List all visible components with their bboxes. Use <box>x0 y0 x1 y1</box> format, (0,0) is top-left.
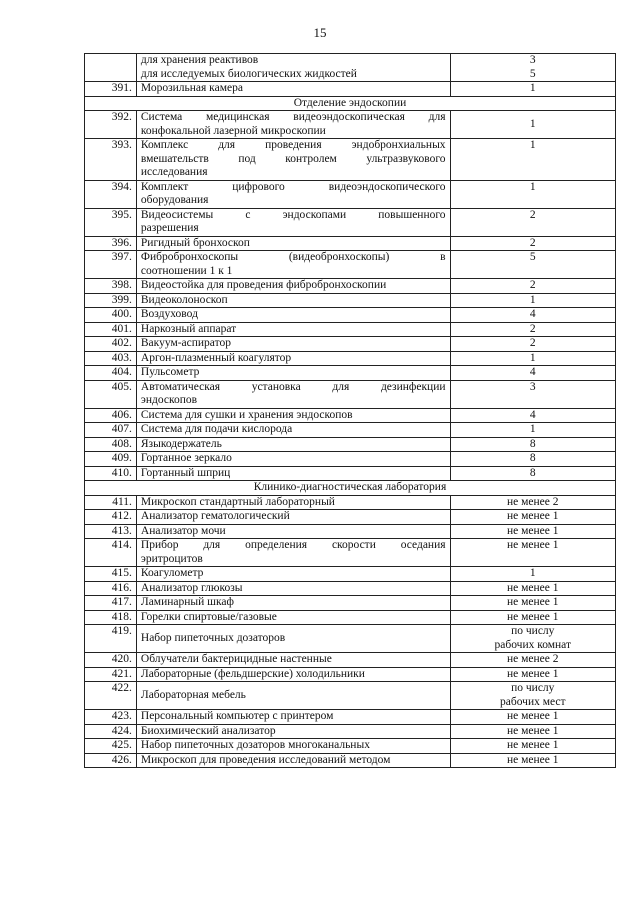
item-name-line: Фибробронхоскопы (видеобронхоскопы) в <box>140 251 446 263</box>
item-name-line: Горелки спиртовые/газовые <box>140 610 277 623</box>
item-quantity <box>450 236 615 251</box>
item-name-line: Ламинарный шкаф <box>140 596 234 608</box>
item-name <box>136 539 450 567</box>
item-quantity <box>450 667 615 682</box>
item-quantity-line: 2 <box>529 322 536 335</box>
item-name-line: Комплекс для проведения эндобронхиальных <box>140 139 446 151</box>
table-row <box>85 351 616 366</box>
table-row <box>85 380 616 408</box>
item-quantity-line: 2 <box>529 279 536 291</box>
page-number: 15 <box>313 25 327 40</box>
item-quantity <box>450 610 615 625</box>
item-name <box>136 337 450 352</box>
item-name <box>136 667 450 682</box>
item-quantity-line: 2 <box>529 208 536 221</box>
item-quantity <box>450 180 615 208</box>
item-quantity-line: рабочих комнат <box>494 638 572 651</box>
item-name-line: Микроскоп стандартный лабораторный <box>140 495 335 508</box>
item-name-line: Вакуум-аспиратор <box>140 337 231 349</box>
section-title: Клинико-диагностическая лаборатория <box>85 481 616 496</box>
item-name-line: Система для сушки и хранения эндоскопов <box>140 408 353 421</box>
item-name-line: Комплект цифрового видеоэндоскопического <box>140 180 446 193</box>
item-number: 404. <box>85 366 137 381</box>
item-name <box>136 710 450 725</box>
item-name-line: Анализатор гематологический <box>140 510 290 522</box>
item-quantity-line: 1 <box>529 423 536 435</box>
item-name <box>136 380 450 408</box>
item-number: 409. <box>85 452 137 467</box>
item-number: 407. <box>85 423 137 438</box>
item-name <box>136 596 450 611</box>
item-number: 424. <box>85 724 137 739</box>
item-name-line: Автоматическая установка для дезинфекции <box>140 380 446 393</box>
item-quantity <box>450 111 615 139</box>
item-name <box>136 236 450 251</box>
item-quantity <box>450 366 615 381</box>
item-quantity <box>450 380 615 408</box>
item-quantity <box>450 408 615 423</box>
item-name <box>136 610 450 625</box>
item-name-line: Прибор для определения скорости оседания <box>140 539 446 551</box>
item-number: 423. <box>85 710 137 725</box>
item-quantity-line: не менее 2 <box>507 653 559 665</box>
item-name <box>136 452 450 467</box>
item-name-line: исследования <box>140 166 208 178</box>
item-quantity <box>450 625 615 653</box>
table-row <box>85 710 616 725</box>
item-name <box>136 208 450 236</box>
item-quantity <box>450 682 615 710</box>
item-quantity <box>450 581 615 596</box>
item-name <box>136 366 450 381</box>
equipment-table-body <box>85 54 616 768</box>
item-quantity <box>450 293 615 308</box>
item-name-line: Система для подачи кислорода <box>140 423 293 435</box>
item-quantity <box>450 351 615 366</box>
item-name-line: эндоскопов <box>140 394 198 406</box>
table-row <box>85 322 616 337</box>
item-name <box>136 351 450 366</box>
item-quantity <box>450 437 615 452</box>
item-name-line: Пульсометр <box>140 366 200 378</box>
item-quantity-line: 2 <box>529 337 536 349</box>
table-row <box>85 366 616 381</box>
item-quantity-line: 5 <box>529 251 536 263</box>
item-name <box>136 724 450 739</box>
table-row <box>85 111 616 139</box>
item-number: 425. <box>85 739 137 754</box>
item-number: 408. <box>85 437 137 452</box>
item-name <box>136 279 450 294</box>
item-quantity <box>450 710 615 725</box>
table-row <box>85 495 616 510</box>
item-number: 410. <box>85 466 137 481</box>
item-quantity <box>450 279 615 294</box>
item-quantity-line: не менее 1 <box>507 581 559 594</box>
item-quantity <box>450 466 615 481</box>
table-row <box>85 667 616 682</box>
item-number: 398. <box>85 279 137 294</box>
item-quantity-line: 8 <box>529 466 536 479</box>
item-number: 391. <box>85 82 137 97</box>
item-quantity <box>450 452 615 467</box>
item-name-line: Гортанное зеркало <box>140 452 232 464</box>
item-quantity <box>450 139 615 181</box>
item-name <box>136 293 450 308</box>
item-quantity-line: 1 <box>529 293 536 306</box>
item-name-line: Система медицинская видеоэндоскопическая для <box>140 111 446 123</box>
item-name-line: Морозильная камера <box>140 82 243 94</box>
item-quantity <box>450 251 615 279</box>
item-name <box>136 524 450 539</box>
item-name-line: Биохимический анализатор <box>140 724 276 737</box>
item-number: 420. <box>85 653 137 668</box>
item-number <box>85 54 137 82</box>
item-quantity <box>450 337 615 352</box>
item-quantity <box>450 567 615 582</box>
table-row <box>85 437 616 452</box>
item-number: 415. <box>85 567 137 582</box>
table-row <box>85 423 616 438</box>
item-number: 421. <box>85 667 137 682</box>
item-name-line: Наркозный аппарат <box>140 322 237 335</box>
item-number: 402. <box>85 337 137 352</box>
item-name <box>136 322 450 337</box>
item-quantity <box>450 495 615 510</box>
item-name-line: Коагулометр <box>140 567 204 579</box>
item-number: 394. <box>85 180 137 208</box>
table-row <box>85 236 616 251</box>
item-name-line: Микроскоп для проведения исследований методом <box>140 753 391 766</box>
table-row <box>85 625 616 653</box>
table-row <box>85 596 616 611</box>
item-name <box>136 54 450 82</box>
item-name-line: Лабораторные (фельдшерские) холодильники <box>140 667 365 680</box>
item-number: 399. <box>85 293 137 308</box>
table-row <box>85 251 616 279</box>
item-quantity <box>450 208 615 236</box>
item-number: 395. <box>85 208 137 236</box>
item-name-line: Анализатор глюкозы <box>140 581 243 594</box>
item-name <box>136 437 450 452</box>
item-name <box>136 423 450 438</box>
item-quantity-line: 4 <box>529 408 536 421</box>
item-quantity-line: 1 <box>529 567 536 579</box>
item-number: 397. <box>85 251 137 279</box>
item-quantity-line: 1 <box>529 180 536 193</box>
item-name-line: Лабораторная мебель <box>140 688 246 701</box>
table-row <box>85 208 616 236</box>
item-name-line: Персональный компьютер с принтером <box>140 710 334 722</box>
item-quantity-line: по числу <box>511 625 555 637</box>
item-quantity-line: 1 <box>529 117 536 130</box>
table-row <box>85 524 616 539</box>
item-quantity-line: 1 <box>529 139 536 151</box>
item-name <box>136 753 450 768</box>
item-quantity <box>450 724 615 739</box>
item-quantity-line: не менее 1 <box>507 667 559 680</box>
item-quantity-line: не менее 1 <box>507 753 559 766</box>
item-name-line: Набор пипеточных дозаторов <box>140 631 286 644</box>
item-number: 416. <box>85 581 137 596</box>
item-quantity <box>450 753 615 768</box>
item-name <box>136 251 450 279</box>
section-header-row <box>85 96 616 111</box>
table-row <box>85 581 616 596</box>
item-quantity <box>450 308 615 323</box>
table-row <box>85 610 616 625</box>
item-number: 406. <box>85 408 137 423</box>
item-number: 412. <box>85 510 137 525</box>
table-row <box>85 180 616 208</box>
item-quantity-line: не менее 1 <box>507 724 559 737</box>
item-name-line: конфокальной лазерной микроскопии <box>140 124 326 137</box>
item-name <box>136 139 450 181</box>
item-name <box>136 308 450 323</box>
item-name-line: Ригидный бронхоскоп <box>140 236 250 249</box>
table-row <box>85 54 616 82</box>
item-number: 405. <box>85 380 137 408</box>
equipment-table <box>84 53 616 768</box>
item-name <box>136 739 450 754</box>
item-name <box>136 408 450 423</box>
table-row <box>85 510 616 525</box>
item-number: 417. <box>85 596 137 611</box>
item-number: 401. <box>85 322 137 337</box>
item-number: 426. <box>85 753 137 768</box>
item-name-line: соотношении 1 к 1 <box>140 264 233 277</box>
item-name-line: Видеостойка для проведения фибробронхоскопии <box>140 279 387 291</box>
item-quantity-line: рабочих мест <box>500 695 566 708</box>
item-number: 403. <box>85 351 137 366</box>
item-quantity-line: 8 <box>529 452 536 464</box>
item-quantity-line: 2 <box>529 236 536 249</box>
item-name-line: Аргон-плазменный коагулятор <box>140 351 292 364</box>
item-quantity-line: не менее 1 <box>507 710 559 722</box>
item-number: 413. <box>85 524 137 539</box>
section-title: Отделение эндоскопии <box>85 96 616 111</box>
item-number: 392. <box>85 111 137 139</box>
item-name <box>136 82 450 97</box>
item-name <box>136 567 450 582</box>
item-quantity-line: не менее 1 <box>507 739 559 751</box>
item-name <box>136 180 450 208</box>
item-number: 414. <box>85 539 137 567</box>
item-quantity <box>450 510 615 525</box>
item-quantity-line: не менее 1 <box>507 539 559 551</box>
item-name <box>136 510 450 525</box>
item-number: 400. <box>85 308 137 323</box>
item-name-line: Воздуховод <box>140 308 198 320</box>
item-number: 419. <box>85 625 137 653</box>
table-row <box>85 308 616 323</box>
table-row <box>85 539 616 567</box>
item-name-line: эритроцитов <box>140 552 203 565</box>
section-header-row <box>85 481 616 496</box>
item-quantity <box>450 322 615 337</box>
item-name-line: Гортанный шприц <box>140 466 231 479</box>
table-row <box>85 739 616 754</box>
table-row <box>85 279 616 294</box>
item-quantity-line: по числу <box>511 682 555 694</box>
item-name-line: Облучатели бактерицидные настенные <box>140 653 332 665</box>
item-name <box>136 653 450 668</box>
item-quantity <box>450 596 615 611</box>
item-quantity-line: не менее 1 <box>507 596 559 608</box>
item-quantity <box>450 653 615 668</box>
item-quantity-line: не менее 1 <box>507 610 559 623</box>
item-number: 393. <box>85 139 137 181</box>
item-name-line: Видеосистемы с эндоскопами повышенного <box>140 208 446 221</box>
table-row <box>85 452 616 467</box>
item-name-line: Видеоколоноскоп <box>140 293 228 306</box>
item-quantity-line: 8 <box>529 437 536 450</box>
item-name <box>136 581 450 596</box>
item-number: 422. <box>85 682 137 710</box>
item-name-line: для исследуемых биологических жидкостей <box>140 67 357 80</box>
item-quantity-line: 4 <box>529 308 536 320</box>
item-quantity <box>450 54 615 82</box>
item-quantity-line: 3 <box>529 54 536 66</box>
table-row <box>85 408 616 423</box>
table-row <box>85 653 616 668</box>
item-name-line: Набор пипеточных дозаторов многоканальных <box>140 739 370 751</box>
item-name <box>136 466 450 481</box>
table-row <box>85 682 616 710</box>
item-name-line: Анализатор мочи <box>140 524 226 537</box>
item-quantity <box>450 539 615 567</box>
item-quantity <box>450 524 615 539</box>
item-name-line: вмешательств под контролем ультразвукового <box>140 152 446 165</box>
item-name-line: Языкодержатель <box>140 437 222 450</box>
item-number: 396. <box>85 236 137 251</box>
item-quantity-line: 1 <box>529 82 536 94</box>
table-row <box>85 466 616 481</box>
item-name <box>136 495 450 510</box>
item-quantity-line: 4 <box>529 366 536 378</box>
table-row <box>85 293 616 308</box>
item-number: 411. <box>85 495 137 510</box>
item-name-line: разрешения <box>140 222 199 234</box>
item-name <box>136 682 450 710</box>
item-quantity-line: не менее 1 <box>507 510 559 522</box>
table-row <box>85 753 616 768</box>
table-row <box>85 139 616 181</box>
item-name <box>136 111 450 139</box>
item-quantity <box>450 423 615 438</box>
item-quantity-line: не менее 1 <box>507 524 559 537</box>
table-row <box>85 567 616 582</box>
table-row <box>85 724 616 739</box>
item-name-line: для хранения реактивов <box>140 54 259 66</box>
item-quantity-line: 5 <box>529 67 536 80</box>
item-quantity-line: 3 <box>529 380 536 393</box>
item-name <box>136 625 450 653</box>
item-quantity-line: не менее 2 <box>507 495 559 508</box>
item-number: 418. <box>85 610 137 625</box>
item-name-line: оборудования <box>140 194 209 206</box>
item-quantity <box>450 739 615 754</box>
table-row <box>85 82 616 97</box>
item-quantity <box>450 82 615 97</box>
item-quantity-line: 1 <box>529 351 536 364</box>
table-row <box>85 337 616 352</box>
